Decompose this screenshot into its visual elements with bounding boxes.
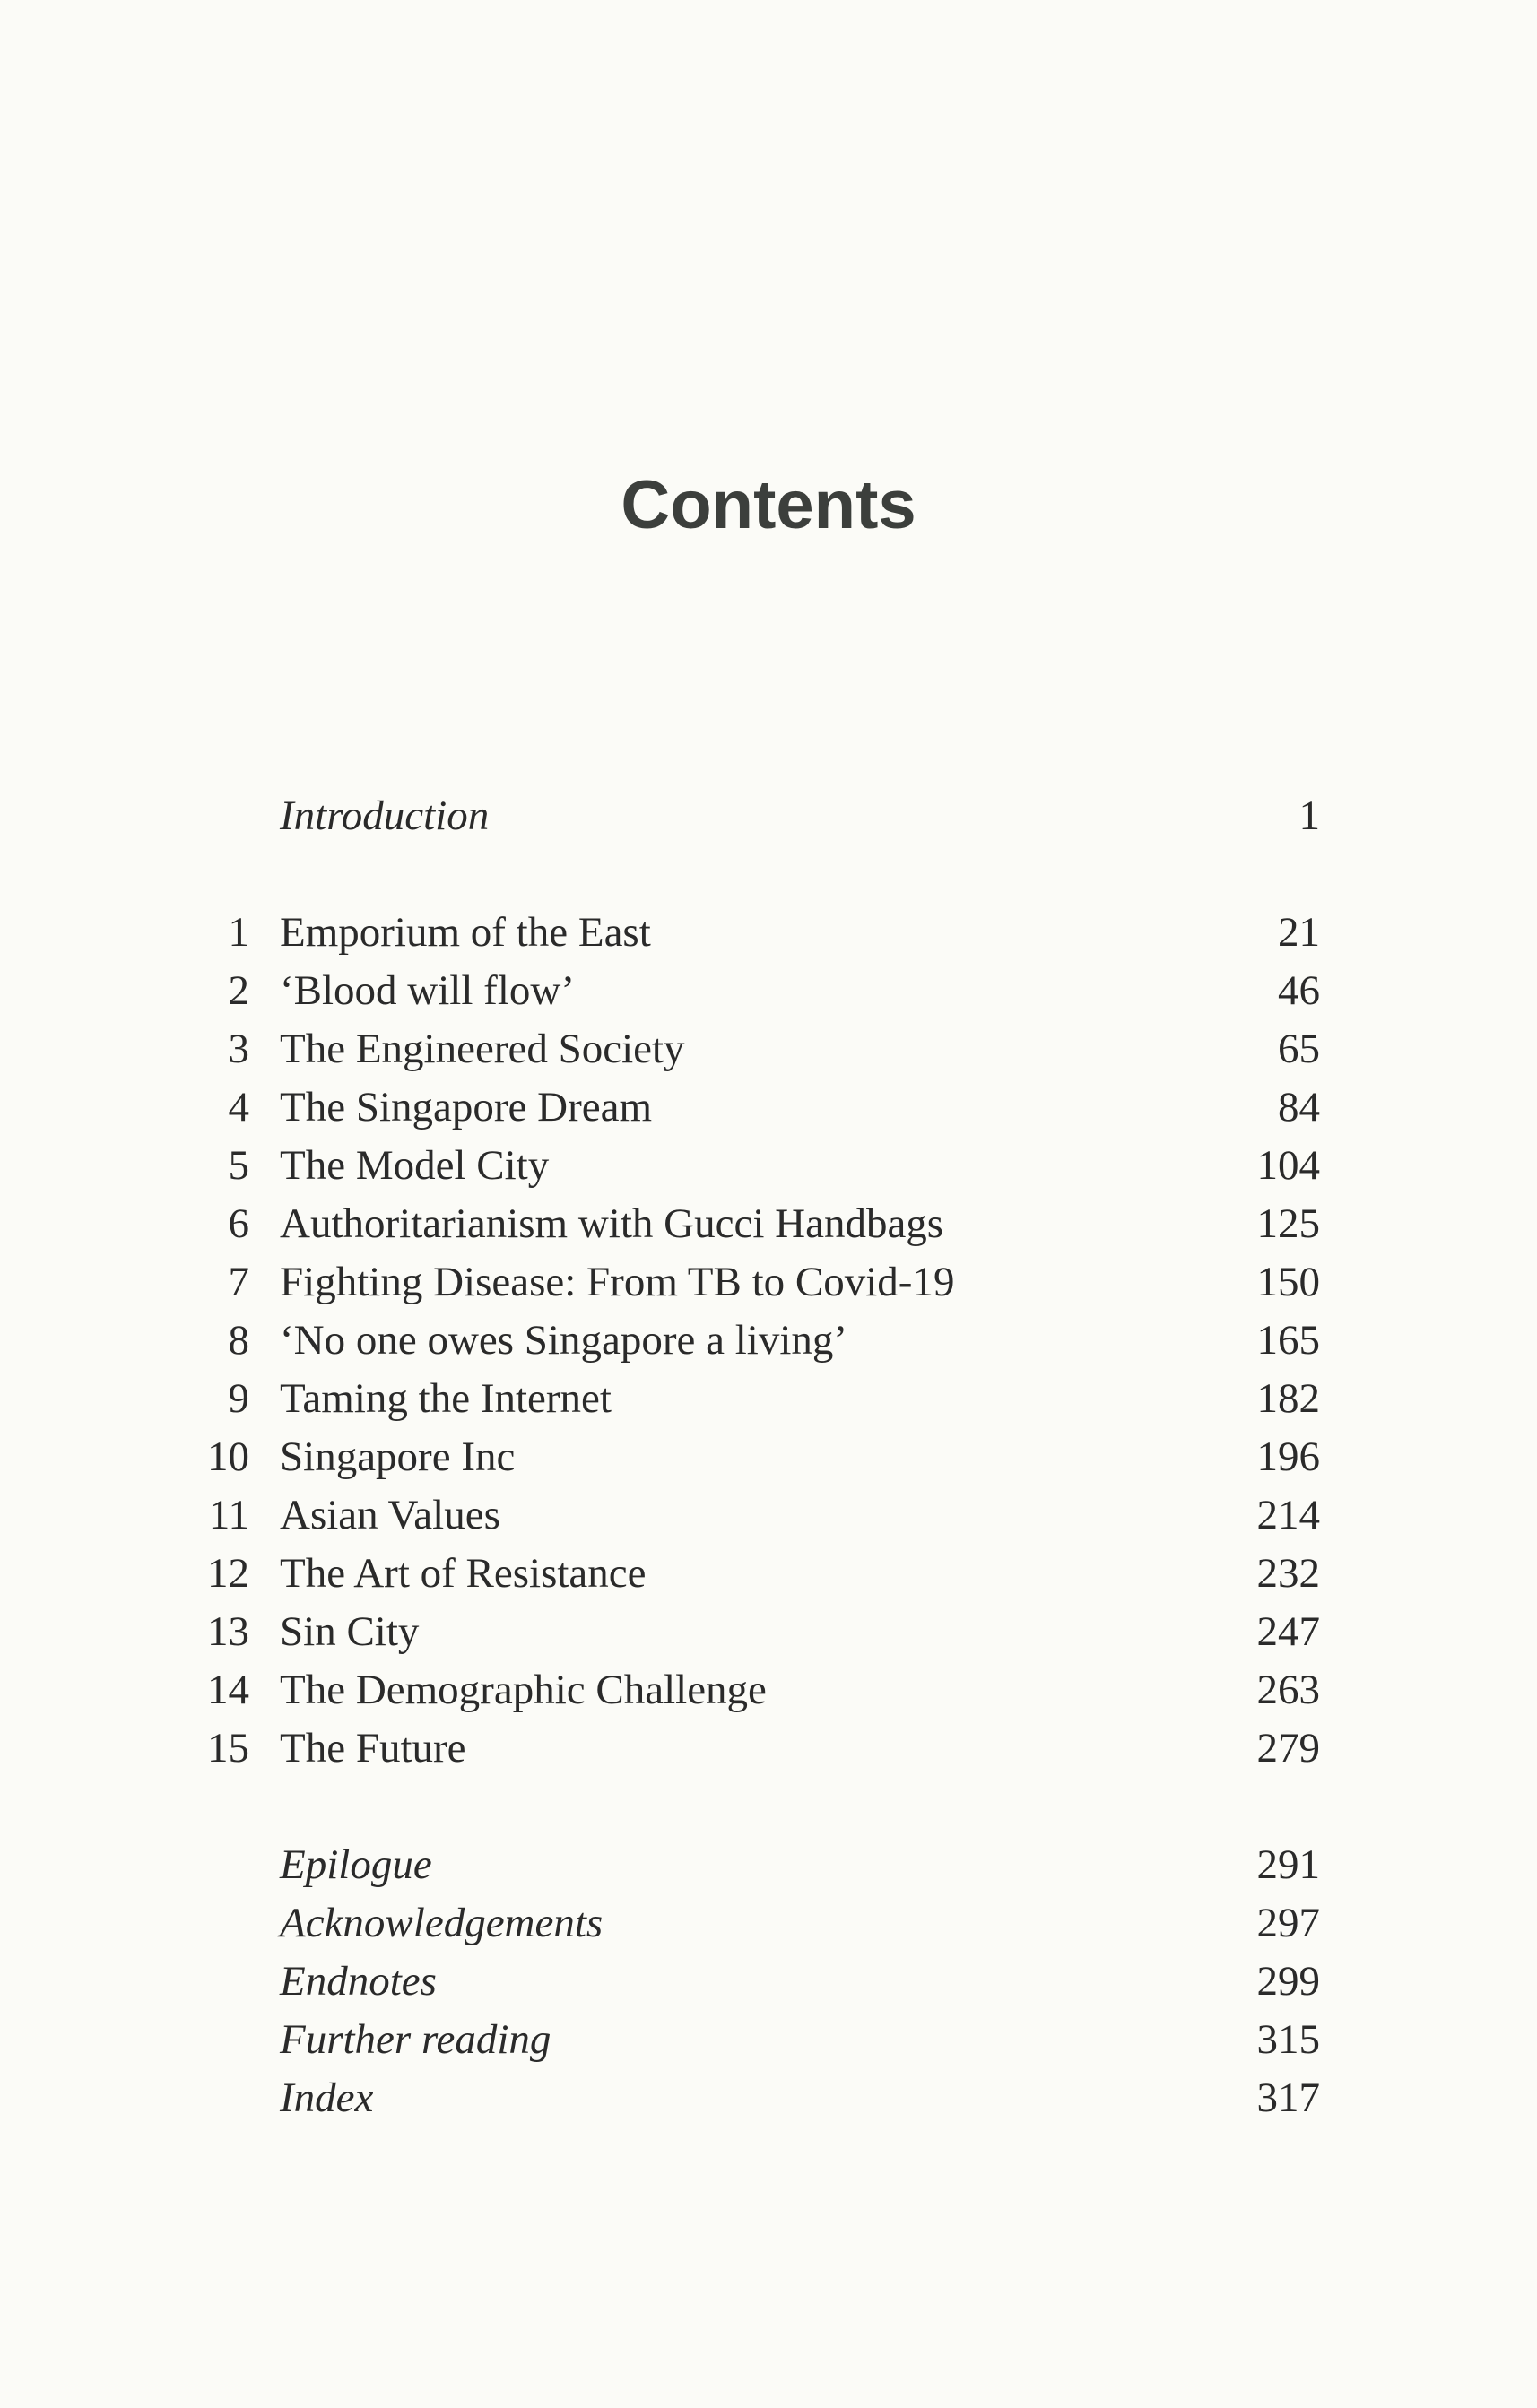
toc-chapter-row — [0, 1428, 1537, 1486]
chapter-title: Singapore Inc — [280, 1434, 516, 1480]
chapter-number: 15 — [207, 1725, 249, 1771]
chapter-number: 11 — [208, 1492, 249, 1538]
toc-entry-acknowledgements — [0, 1894, 1537, 1952]
chapter-number: 8 — [228, 1317, 249, 1364]
chapter-number: 5 — [228, 1142, 249, 1189]
toc-chapter-row — [0, 1020, 1537, 1078]
chapter-number: 6 — [228, 1200, 249, 1247]
toc-chapter-row — [0, 1253, 1537, 1311]
chapter-title: Fighting Disease: From TB to Covid-19 — [280, 1259, 955, 1305]
chapter-title: The Singapore Dream — [280, 1084, 653, 1130]
toc-title: Further reading — [280, 2016, 551, 2063]
toc-chapter-row — [0, 1078, 1537, 1136]
chapter-page-number: 232 — [1256, 1550, 1320, 1597]
toc-title: Epilogue — [280, 1841, 432, 1888]
chapter-title: The Art of Resistance — [280, 1550, 647, 1597]
chapter-number: 1 — [228, 909, 249, 956]
toc-page-number: 1 — [1298, 793, 1320, 839]
chapter-number: 3 — [228, 1026, 249, 1072]
chapter-number: 9 — [228, 1375, 249, 1422]
toc-chapter-row — [0, 1195, 1537, 1252]
chapter-title: Emporium of the East — [280, 909, 651, 956]
toc-page-number: 299 — [1256, 1958, 1320, 2005]
toc-chapter-row — [0, 1545, 1537, 1602]
chapter-number: 4 — [228, 1084, 249, 1130]
toc-chapter-row — [0, 1603, 1537, 1660]
toc-title: Acknowledgements — [280, 1900, 604, 1946]
toc-entry-further-reading — [0, 2011, 1537, 2068]
chapter-number: 14 — [207, 1667, 249, 1713]
toc-entry-epilogue — [0, 1836, 1537, 1893]
chapter-page-number: 182 — [1256, 1375, 1320, 1422]
chapter-page-number: 150 — [1256, 1259, 1320, 1305]
chapter-title: Sin City — [280, 1608, 420, 1655]
chapter-title: ‘Blood will flow’ — [280, 967, 575, 1014]
chapter-number: 7 — [228, 1259, 249, 1305]
toc-title: Index — [280, 2075, 374, 2121]
chapter-page-number: 263 — [1256, 1667, 1320, 1713]
chapter-page-number: 46 — [1278, 967, 1320, 1014]
chapter-page-number: 247 — [1256, 1608, 1320, 1655]
toc-entry-introduction — [0, 787, 1537, 845]
chapter-page-number: 125 — [1256, 1200, 1320, 1247]
toc-chapter-row — [0, 962, 1537, 1019]
toc-chapter-row — [0, 1312, 1537, 1369]
chapter-number: 13 — [207, 1608, 249, 1655]
chapter-title: The Model City — [280, 1142, 550, 1189]
toc-title: Introduction — [280, 793, 490, 839]
toc-page-number: 291 — [1256, 1841, 1320, 1888]
chapter-number: 2 — [228, 967, 249, 1014]
chapter-title: Taming the Internet — [280, 1375, 612, 1422]
toc-chapter-row — [0, 1486, 1537, 1544]
chapter-page-number: 279 — [1256, 1725, 1320, 1771]
toc-chapter-row — [0, 1137, 1537, 1194]
toc-chapter-row — [0, 1370, 1537, 1427]
chapter-title: Authoritarianism with Gucci Handbags — [280, 1200, 944, 1247]
toc-entry-endnotes — [0, 1953, 1537, 2010]
chapter-number: 10 — [207, 1434, 249, 1480]
toc-chapter-row — [0, 1719, 1537, 1777]
toc-page-number: 317 — [1256, 2075, 1320, 2121]
chapter-page-number: 84 — [1278, 1084, 1320, 1130]
toc-chapter-row — [0, 1661, 1537, 1719]
chapter-page-number: 196 — [1256, 1434, 1320, 1480]
page-title: Contents — [621, 467, 916, 543]
toc-page-number: 297 — [1256, 1900, 1320, 1946]
toc-entry-index — [0, 2069, 1537, 2126]
chapter-title: The Demographic Challenge — [280, 1667, 767, 1713]
chapter-page-number: 21 — [1278, 909, 1320, 956]
chapter-page-number: 65 — [1278, 1026, 1320, 1072]
toc-page-number: 315 — [1256, 2016, 1320, 2063]
chapter-page-number: 104 — [1256, 1142, 1320, 1189]
chapter-title: The Future — [280, 1725, 466, 1771]
chapter-page-number: 214 — [1256, 1492, 1320, 1538]
chapter-title: The Engineered Society — [280, 1026, 685, 1072]
chapter-title: ‘No one owes Singapore a living’ — [280, 1317, 848, 1364]
chapter-number: 12 — [207, 1550, 249, 1597]
toc-title: Endnotes — [280, 1958, 437, 2005]
chapter-title: Asian Values — [280, 1492, 500, 1538]
chapter-page-number: 165 — [1256, 1317, 1320, 1364]
toc-chapter-row — [0, 904, 1537, 961]
